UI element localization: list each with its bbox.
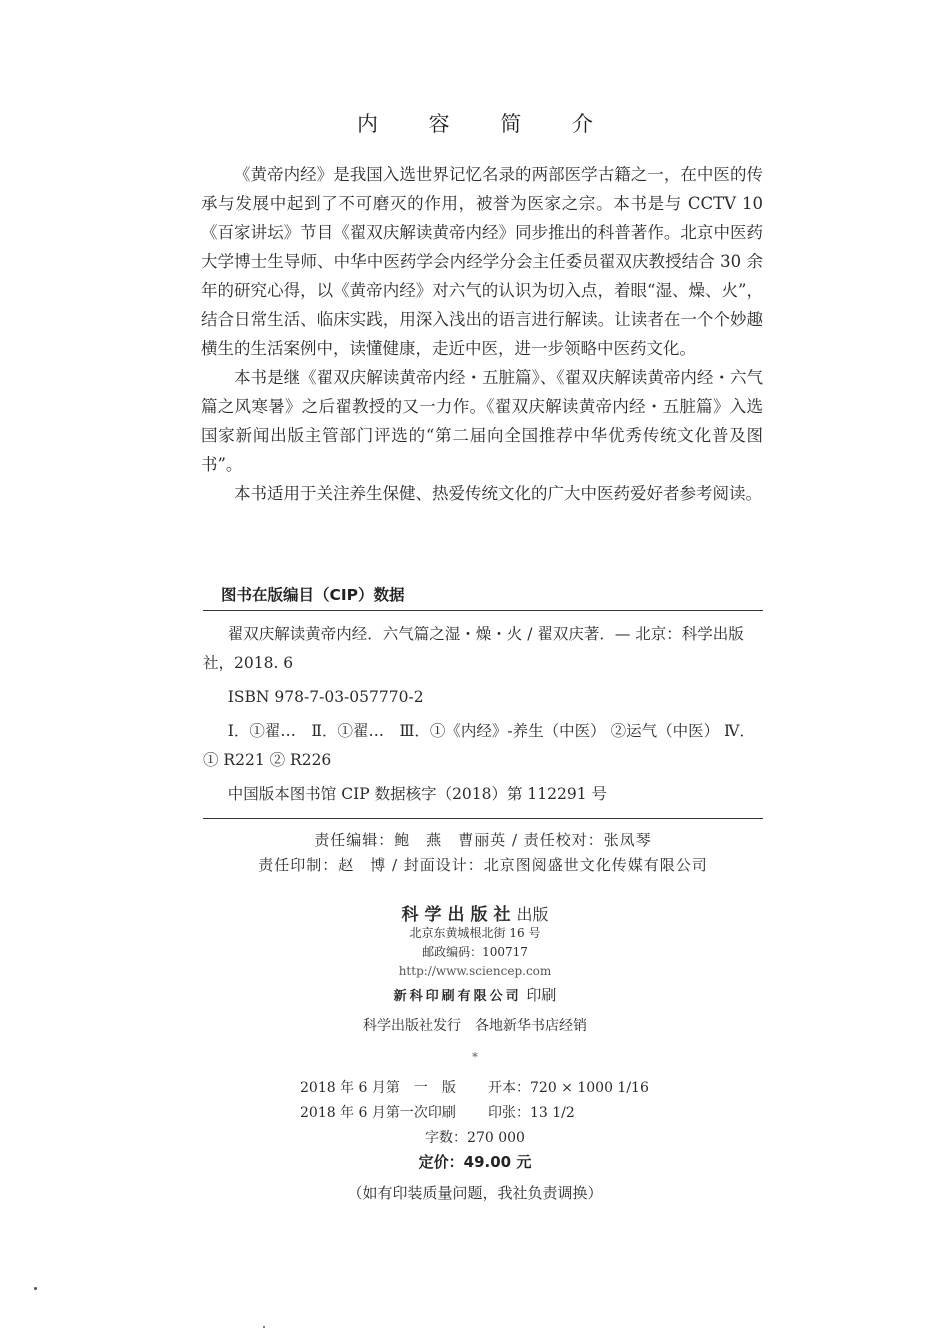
printer-suffix: 印刷 [526, 986, 557, 1004]
printed-sheets: 印张：13 1/2 [488, 1105, 575, 1121]
intro-paragraph: 本书是继《翟双庆解读黄帝内经・五脏篇》、《翟双庆解读黄帝内经・六气篇之风寒暑》之后翟教授的又一力作。《翟双庆解读黄帝内经・五脏篇》入选国家新闻出版主管部门评选的“第二届向全国推荐中华优秀传统文化普及图书”。 [201, 368, 763, 474]
cip-library-number: 中国版本图书馆 CIP 数据核字（2018）第 112291 号 [227, 785, 608, 803]
editors-line-2: 责任印制：赵 博 / 封面设计：北京图阅盛世文化传媒有限公司 [258, 856, 708, 874]
printer-line [0, 984, 950, 1005]
distribution-line: 科学出版社发行 各地新华书店经销 [363, 1018, 587, 1034]
cip-entry: 翟双庆解读黄帝内经．六气篇之湿・燥・火 / 翟双庆著．— 北京：科学出版社，2018. 6 [203, 625, 744, 672]
publisher-suffix: 出版 [516, 905, 549, 924]
page-title: 内 容 简 介 [356, 112, 616, 136]
editors-line-1: 责任编辑：鲍 燕 曹丽英 / 责任校对：张凤琴 [314, 831, 652, 849]
publisher-url: http://www.sciencep.com [398, 964, 552, 978]
scan-speck [34, 1287, 37, 1290]
publisher-line [0, 900, 950, 925]
cip-classification: Ⅰ．①翟… Ⅱ．①翟… Ⅲ．①《内经》-养生（中医） ②运气（中医） Ⅳ．① R221 ② R226 [203, 722, 755, 769]
cip-data-block [203, 620, 763, 814]
cip-bottom-rule [203, 818, 763, 819]
scan-speck [263, 1326, 265, 1328]
quality-notice: （如有印装质量问题，我社负责调换） [347, 1184, 603, 1202]
cip-heading: 图书在版编目（CIP）数据 [221, 586, 405, 604]
book-introduction [201, 160, 763, 508]
publisher-name: 科学出版社 [401, 905, 517, 925]
cip-top-rule [203, 610, 763, 611]
cip-isbn: ISBN 978-7-03-057770-2 [227, 688, 424, 706]
word-count: 字数：270 000 [425, 1130, 525, 1146]
printer-name: 新科印刷有限公司 [393, 989, 522, 1004]
publisher-address: 北京东黄城根北街 16 号 [409, 926, 541, 940]
edition-date: 2018 年 6 月第 一 版 [300, 1080, 456, 1096]
intro-paragraph: 《黄帝内经》是我国入选世界记忆名录的两部医学古籍之一，在中医的传承与发展中起到了不可磨灭的作用，被誉为医家之宗。本书是与 CCTV 10《百家讲坛》节目《翟双庆解读黄帝内经》同步推出的科普著作。北京中医药大学博士生导师、中华中医药学会内经学分会主任委员翟双庆教授结合 30 余年的研究心得，以《黄帝内经》对六气的认识为切入点，着眼“湿、燥、火”，结合日常生活、临床实践，用深入浅出的语言进行解读。让读者在一个个妙趣横生的生活案例中，读懂健康，走近中医，进一步领略中医药文化。 [201, 165, 763, 358]
separator-asterisk: * [472, 1050, 478, 1064]
intro-paragraph: 本书适用于关注养生保健、热爱传统文化的广大中医药爱好者参考阅读。 [234, 484, 762, 503]
price: 定价：49.00 元 [418, 1153, 532, 1171]
format-size: 开本：720 × 1000 1/16 [488, 1080, 649, 1096]
printing-date: 2018 年 6 月第一次印刷 [300, 1105, 456, 1121]
publisher-postcode: 邮政编码：100717 [422, 945, 528, 959]
